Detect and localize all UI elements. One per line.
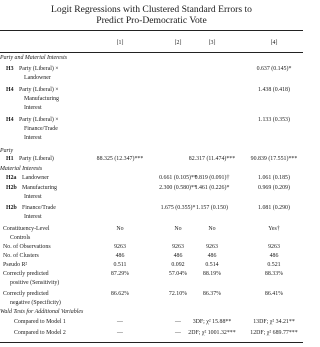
table-cell: — [117,319,123,325]
table-cell: 86.41% [264,291,284,297]
row-label: Landowner [22,175,49,181]
table-cell: 57.04% [168,271,188,277]
table-cell: 0.969 (0.209) [258,185,290,191]
stat-label: Controls [10,235,31,241]
row-label: Interest [24,194,42,200]
table-cell: No [174,226,182,232]
hypothesis-code: H2a [6,175,17,181]
table-cell: 9263 [172,244,184,250]
top-rule [0,30,303,31]
table-cell: 86.37% [202,291,222,297]
table-cell: — [117,330,123,336]
section-heading: Material Interests [0,166,43,172]
row-label: Interest [24,214,42,220]
stat-label: No. of Observations [3,244,51,250]
row-label: Interest [24,105,42,111]
table-cell: 1.061 (0.185) [258,175,290,181]
table-cell: 1.133 (0.353) [258,117,290,123]
table-cell: 486 [173,253,183,259]
table-cell: — [175,319,181,325]
stat-label: No. of Clusters [3,253,39,259]
table-cell: 88.33% [264,271,284,277]
table-cell: 13DF; χ² 34.21** [253,319,295,325]
column-header: [3] [208,40,216,46]
table-cell: — [175,330,181,336]
table-cell: 12DF; χ² 689.77*** [250,330,298,336]
section-heading: Party and Material Interests [0,55,68,61]
row-label: Finance/Trade [24,126,58,132]
row-label: Party (Liberal) [19,156,54,162]
table-cell: 9263 [268,244,280,250]
table-cell: 486 [207,253,217,259]
table-cell: Yes† [268,226,280,232]
stat-label: Correctly predicted [3,291,49,297]
column-header: [4] [270,40,278,46]
table-cell: 1.157 (0.150) [196,205,228,211]
row-label: Manufacturing [22,185,58,191]
hypothesis-code: H3 [6,66,14,72]
table-cell: 0.819 (0.091)† [194,175,230,181]
table-cell: 3DF; χ² 15.88** [192,319,232,325]
table-cell: 0.092 [171,262,185,268]
header-rule [0,52,303,53]
stat-label: Correctly predicted [3,271,49,277]
stat-label: positive (Sensitivity) [10,280,60,286]
column-header: [2] [174,40,182,46]
table-cell: 0.514 [205,262,219,268]
table-cell: 88.325 (12.347)*** [96,156,144,162]
table-cell: 0.511 [113,262,127,268]
table-cell: 9263 [206,244,218,250]
hypothesis-code: H1 [6,156,14,162]
table-cell: 9263 [114,244,126,250]
section-heading: Wald Tests for Additional Variables [0,309,84,315]
table-cell: 2.300 (0.580)** [159,185,197,191]
table-cell: 1.675 (0.355)* [160,205,196,211]
table-cell: 87.29% [110,271,130,277]
wald-label: Compared to Model 2 [14,330,66,336]
table-cell: 0.661 (0.105)** [159,175,197,181]
section-heading: Party [0,148,14,154]
table-cell: No [208,226,216,232]
row-label: Landowner [24,75,51,81]
table-cell: 88.19% [202,271,222,277]
hypothesis-code: H2b [6,185,17,191]
row-label: Finance/Trade [22,205,56,211]
table-cell: 72.10% [168,291,188,297]
table-cell: 0.637 (0.145)* [256,66,292,72]
row-label: Party (Liberal) × [19,117,59,123]
table-cell: 86.62% [110,291,130,297]
table-cell: 1.438 (0.418) [258,87,290,93]
row-label: Party (Liberal) × [19,66,59,72]
table-cell: 82.317 (11.474)*** [188,156,236,162]
column-header: [1] [116,40,124,46]
bottom-rule [0,342,303,343]
table-cell: 1.461 (0.226)* [194,185,230,191]
hypothesis-code: H4 [6,117,14,123]
table-title-line-1: Logit Regressions with Clustered Standard Errors to [51,4,252,15]
stat-label: negative (Specificity) [10,300,61,306]
table-cell: 0.521 [267,262,281,268]
row-label: Interest [24,135,42,141]
row-label: Manufacturing [24,96,60,102]
hypothesis-code: H2b [6,205,17,211]
table-cell: No [116,226,124,232]
wald-label: Compared to Model 1 [14,319,66,325]
table-cell: 90.839 (17.551)*** [250,156,298,162]
table-cell: 1.081 (0.290) [258,205,290,211]
table-cell: 486 [115,253,125,259]
hypothesis-code: H4 [6,87,14,93]
stat-label: Pseudo R² [3,262,28,268]
table-cell: 486 [269,253,279,259]
table-cell: 2DF; χ² 1001.32*** [188,330,236,336]
row-label: Party (Liberal) × [19,87,59,93]
table-title-line-2: Predict Pro-Democratic Vote [96,15,207,26]
stat-label: Constituency-Level [3,226,50,232]
